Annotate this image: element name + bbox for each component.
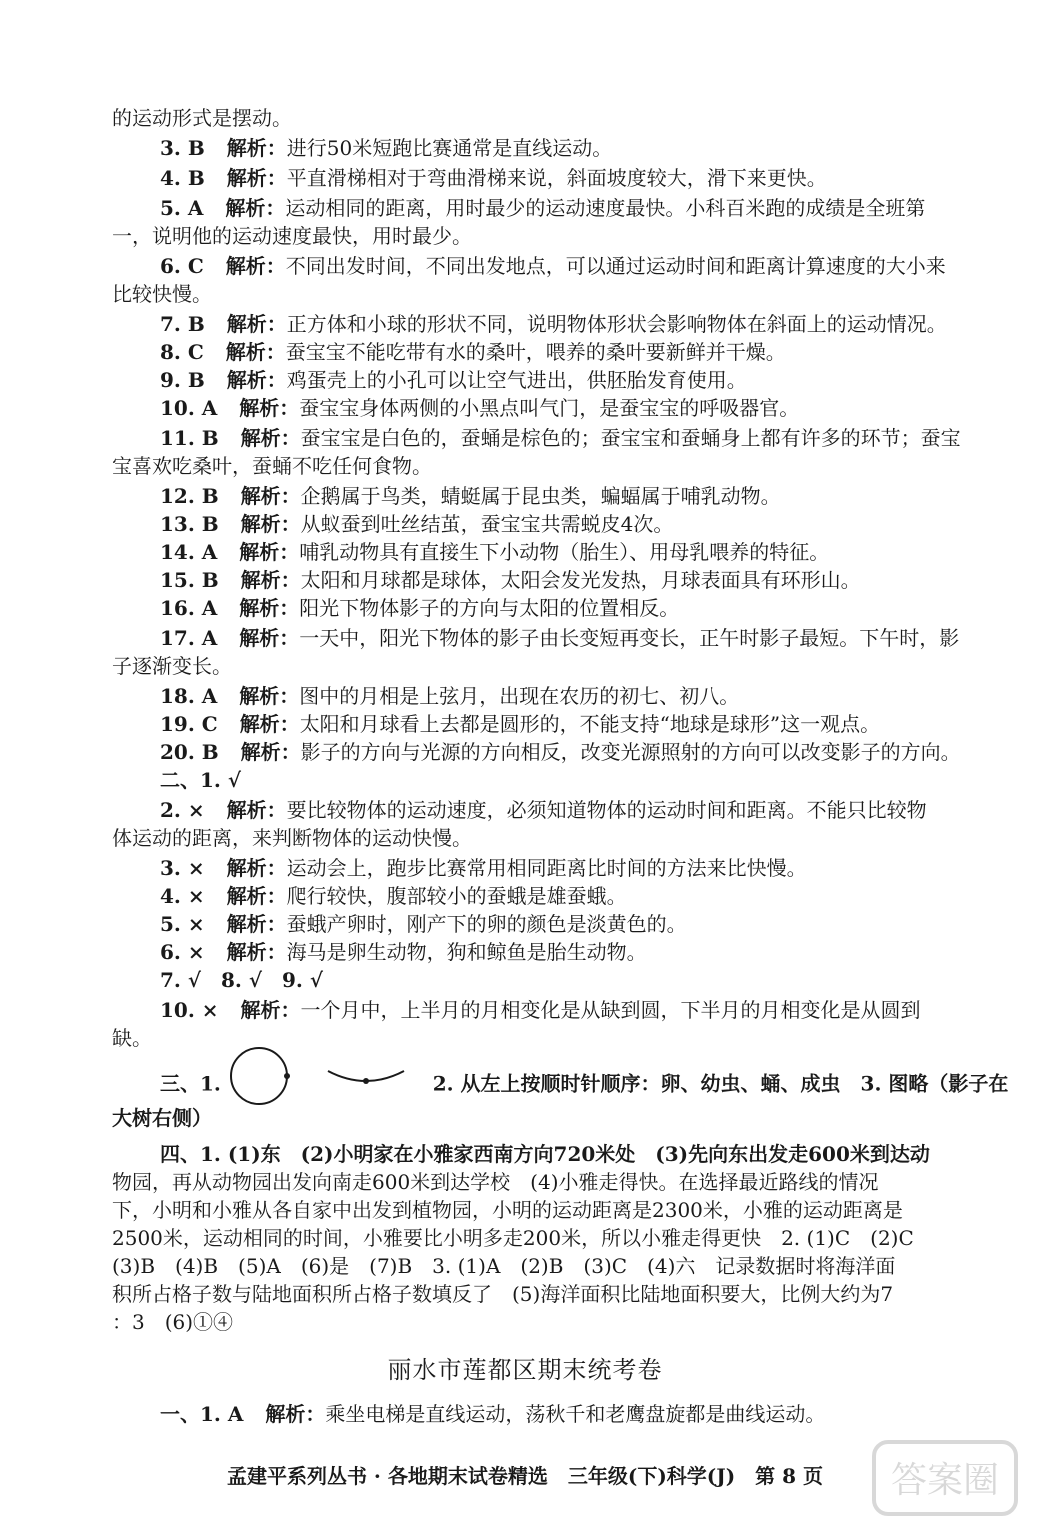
page-footer: 孟建平系列丛书 · 各地期末试卷精选 三年级(下)科学(J) 第 8 页 [226, 1464, 824, 1488]
answer-6: 6. C 解析：不同出发时间，不同出发地点，可以通过运动时间和距离计算速度的大小来 [160, 254, 946, 278]
section-2-answer-2-cont: 体运动的距离，来判断物体的运动快慢。 [112, 826, 472, 850]
section-4-line-4: 2500米，运动相同的时间，小雅要比小明多走200米，所以小雅走得更快 2. (1)C (2)C [112, 1226, 914, 1250]
exam-title: 丽水市莲都区期末统考卷 [387, 1356, 663, 1384]
new-exam-answer-1: 一、1. A 解析：乘坐电梯是直线运动，荡秋千和老鹰盘旋都是曲线运动。 [160, 1402, 826, 1426]
section-2-answer-1: 二、1. √ [160, 768, 241, 792]
answer-8: 8. C 解析：蚕宝宝不能吃带有水的桑叶，喂养的桑叶要新鲜并干燥。 [160, 340, 786, 364]
section-3-answers: 三、1. 2. 从左上按顺时针顺序：卵、幼虫、蛹、成虫 3. 图略（影子在 [160, 1062, 1030, 1108]
answer-11-cont: 宝喜欢吃桑叶，蚕蛹不吃任何食物。 [112, 454, 432, 478]
section-4-line-6: 积所占格子数与陆地面积所占格子数填反了 (5)海洋面积比陆地面积要大，比例大约为7 [112, 1282, 894, 1306]
section-4-line-3: 下，小明和小雅从各自家中出发到植物园，小明的运动距离是2300米，小雅的运动距离是 [112, 1198, 903, 1222]
answer-12: 12. B 解析：企鹅属于鸟类，蜻蜓属于昆虫类，蝙蝠属于哺乳动物。 [160, 484, 781, 508]
section-2-answers-7-9: 7. √ 8. √ 9. √ [160, 968, 323, 992]
answer-7: 7. B 解析：正方体和小球的形状不同，说明物体形状会影响物体在斜面上的运动情况。 [160, 312, 947, 336]
text-line: 的运动形式是摆动。 [112, 106, 292, 130]
section-2-answer-2: 2. × 解析：要比较物体的运动速度，必须知道物体的运动时间和距离。不能只比较物 [160, 798, 927, 822]
answer-18: 18. A 解析：图中的月相是上弦月，出现在农历的初七、初八。 [160, 684, 740, 708]
section-2-answer-5: 5. × 解析：蚕蛾产卵时，刚产下的卵的颜色是淡黄色的。 [160, 912, 687, 936]
answer-10: 10. A 解析：蚕宝宝身体两侧的小黑点叫气门，是蚕宝宝的呼吸器官。 [160, 396, 800, 420]
section-2-answer-10-cont: 缺。 [112, 1026, 152, 1050]
arc-dot [363, 1078, 369, 1084]
section-3-answers-cont: 大树右侧） [112, 1106, 212, 1130]
answer-13: 13. B 解析：从蚁蚕到吐丝结茧，蚕宝宝共需蜕皮4次。 [160, 512, 674, 536]
orbit-dot [284, 1073, 290, 1079]
answer-20: 20. B 解析：影子的方向与光源的方向相反，改变光源照射的方向可以改变影子的方向。 [160, 740, 961, 764]
answer-3: 3. B 解析：进行50米短跑比赛通常是直线运动。 [160, 136, 613, 160]
answer-9: 9. B 解析：鸡蛋壳上的小孔可以让空气进出，供胚胎发育使用。 [160, 368, 747, 392]
answer-19: 19. C 解析：太阳和月球看上去都是圆形的，不能支持“地球是球形”这一观点。 [160, 712, 881, 736]
section-2-answer-6: 6. × 解析：海马是卵生动物，狗和鲸鱼是胎生动物。 [160, 940, 647, 964]
answer-5: 5. A 解析：运动相同的距离，用时最少的运动速度最快。小科百米跑的成绩是全班第 [160, 196, 926, 220]
answer-6-cont: 比较快慢。 [112, 282, 212, 306]
section-4-line-2: 物园，再从动物园出发向南走600米到达学校 (4)小雅走得快。在选择最近路线的情况 [112, 1170, 879, 1194]
arc-trajectory-diagram [326, 1065, 406, 1095]
section-2-answer-10: 10. × 解析：一个月中，上半月的月相变化是从缺到圆，下半月的月相变化是从圆到 [160, 998, 921, 1022]
watermark-logo [870, 1438, 1020, 1518]
section-4-line-5: (3)B (4)B (5)A (6)是 (7)B 3. (1)A (2)B (3)C (4)六 记录数据时将海洋面 [112, 1254, 896, 1278]
answer-15: 15. B 解析：太阳和月球都是球体，太阳会发光发热，月球表面具有环形山。 [160, 568, 861, 592]
section-2-answer-3: 3. × 解析：运动会上，跑步比赛常用相同距离比时间的方法来比快慢。 [160, 856, 807, 880]
section-4-line-1: 四、1. (1)东 (2)小明家在小雅家西南方向720米处 (3)先向东出发走600米到达动 [160, 1142, 930, 1166]
circle-orbit-diagram [227, 1044, 291, 1108]
answer-5-cont: 一，说明他的运动速度最快，用时最少。 [112, 224, 472, 248]
answer-11: 11. B 解析：蚕宝宝是白色的，蚕蛹是棕色的；蚕宝宝和蚕蛹身上都有许多的环节；蚕宝 [160, 426, 961, 450]
answer-17: 17. A 解析：一天中，阳光下物体的影子由长变短再变长，正午时影子最短。下午时，影 [160, 626, 960, 650]
section-4-line-7: ：3 (6)①④ [112, 1310, 234, 1334]
watermark-text: 答案圈 [890, 1460, 1000, 1501]
section-2-answer-4: 4. × 解析：爬行较快，腹部较小的蚕蛾是雄蚕蛾。 [160, 884, 627, 908]
answer-4: 4. B 解析：平直滑梯相对于弯曲滑梯来说，斜面坡度较大，滑下来更快。 [160, 166, 827, 190]
answer-14: 14. A 解析：哺乳动物具有直接生下小动物（胎生）、用母乳喂养的特征。 [160, 540, 830, 564]
answer-17-cont: 子逐渐变长。 [112, 654, 232, 678]
answer-16: 16. A 解析：阳光下物体影子的方向与太阳的位置相反。 [160, 596, 680, 620]
